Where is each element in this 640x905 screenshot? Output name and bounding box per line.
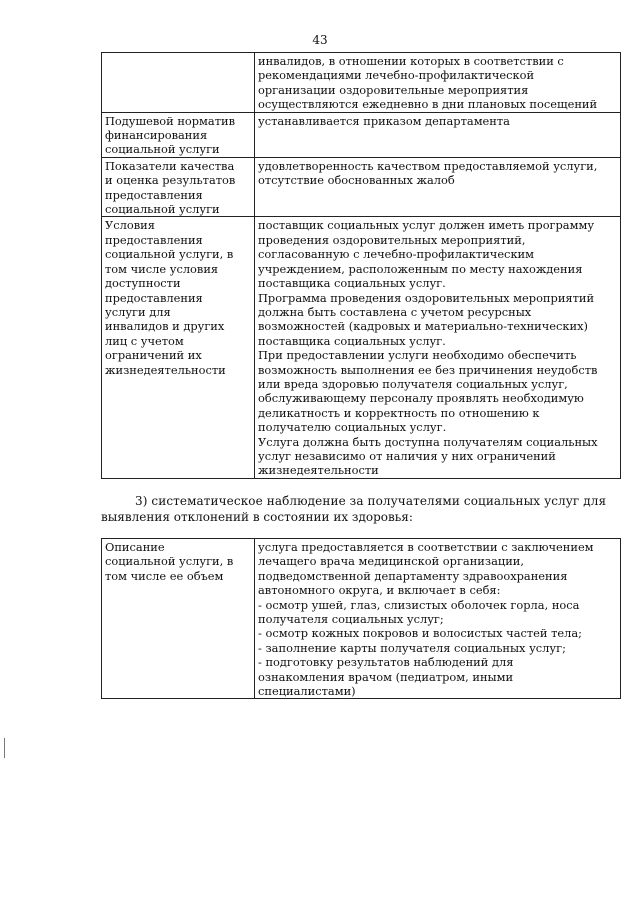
text-line: ознакомления врачом (педиатром, иными <box>258 669 514 684</box>
text-line: Программа проведения оздоровительных мероприятий <box>258 290 595 305</box>
table-body <box>102 539 621 699</box>
text-line: - осмотр кожных покровов и волосистых частей тела; <box>258 626 583 641</box>
label-cell <box>102 53 255 113</box>
text-line: услуга предоставляется в соответствии с заключением <box>258 540 594 554</box>
scan-artifact-line <box>4 738 5 758</box>
text-line: лиц с учетом <box>105 333 184 348</box>
section-paragraph <box>101 493 615 525</box>
label-cell <box>102 217 255 478</box>
text-line: поставщик социальных услуг должен иметь программу <box>258 218 595 233</box>
text-line: возможность выполнения ее без причинения неудобств <box>258 362 598 377</box>
text-line: финансирования <box>105 128 208 143</box>
text-line: Условия <box>105 218 155 233</box>
text-line: социальной услуги, в <box>105 247 234 262</box>
text-line: жизнедеятельности <box>105 362 226 377</box>
text-line: осуществляются ежедневно в дни плановых посещений <box>258 97 598 112</box>
text-line: ограничений их <box>105 348 202 363</box>
content-cell <box>255 217 621 478</box>
text-line: удовлетворенность качеством предоставляемой услуги, <box>258 158 598 173</box>
text-line: получателя социальных услуг; <box>258 612 444 627</box>
text-line: деликатность и корректность по отношению к <box>258 405 540 420</box>
text-line: поставщика социальных услуг. <box>258 276 446 291</box>
text-line: предоставления <box>105 187 203 202</box>
text-line: услуги для <box>105 304 171 319</box>
text-line: доступности <box>105 276 181 291</box>
text-line: поставщика социальных услуг. <box>258 333 446 348</box>
text-line: получателю социальных услуг. <box>258 420 447 435</box>
text-line: рекомендациями лечебно-профилактической <box>258 68 535 83</box>
text-line: Описание <box>105 540 165 554</box>
label-cell <box>102 539 255 699</box>
text-line: автономного округа, и включает в себя: <box>258 583 501 598</box>
content-cell <box>255 157 621 217</box>
table-row <box>102 53 621 113</box>
text-line: Подушевой норматив <box>105 113 236 128</box>
text-line: возможностей (кадровых и материально-технических) <box>258 319 589 334</box>
text-line: специалистами) <box>258 684 356 699</box>
text-line: Показатели качества <box>105 158 235 173</box>
text-line: - подготовку результатов наблюдений для <box>258 655 514 670</box>
table-row <box>102 217 621 478</box>
label-cell <box>102 157 255 217</box>
text-line: жизнедеятельности <box>258 463 379 478</box>
text-line: социальной услуги <box>105 202 220 217</box>
label-cell <box>102 112 255 157</box>
text-line: социальной услуги, в <box>105 554 234 569</box>
text-line: или вреда здоровью получателя социальных услуг, <box>258 376 568 391</box>
text-line: учреждением, расположенным по месту нахождения <box>258 261 583 276</box>
table-body <box>102 53 621 479</box>
text-line: инвалидов, в отношении которых в соответствии с <box>258 54 564 68</box>
table-row <box>102 112 621 157</box>
text-line: - заполнение карты получателя социальных услуг; <box>258 640 566 655</box>
text-line: отсутствие обоснованных жалоб <box>258 173 455 188</box>
text-line: предоставления <box>105 290 203 305</box>
text-line: услуг независимо от наличия у них ограничений <box>258 448 556 463</box>
text-line: лечащего врача медицинской организации, <box>258 554 525 569</box>
content-cell <box>255 539 621 699</box>
text-line: - осмотр ушей, глаз, слизистых оболочек горла, носа <box>258 597 580 612</box>
paragraph-line-1: 3) систематическое наблюдение за получателями социальных услуг для <box>135 494 607 508</box>
text-line: должна быть составлена с учетом ресурсных <box>258 304 532 319</box>
text-line: устанавливается приказом департамента <box>258 113 510 128</box>
text-line: Услуга должна быть доступна получателям социальных <box>258 434 598 449</box>
text-line: При предоставлении услуги необходимо обеспечить <box>258 348 577 363</box>
text-line: том числе условия <box>105 261 219 276</box>
text-line: обслуживающему персоналу проявлять необходимую <box>258 391 584 406</box>
text-line: и оценка результатов <box>105 173 236 188</box>
text-line: предоставления <box>105 232 203 247</box>
text-line: согласованную с лечебно-профилактическим <box>258 247 535 262</box>
content-cell <box>255 112 621 157</box>
table-row <box>102 157 621 217</box>
text-line: организации оздоровительные мероприятия <box>258 82 529 97</box>
page-number: 43 <box>312 33 328 47</box>
content-cell <box>255 53 621 113</box>
text-line: подведомственной департаменту здравоохранения <box>258 568 568 583</box>
table-row <box>102 539 621 699</box>
text-line: социальной услуги <box>105 142 220 157</box>
text-line: проведения оздоровительных мероприятий, <box>258 232 526 247</box>
paragraph-line-2: выявления отклонений в состоянии их здоровья: <box>101 510 413 524</box>
service-standard-table <box>101 52 621 479</box>
text-line: инвалидов и других <box>105 319 225 334</box>
service-description-table <box>101 538 621 699</box>
text-line: том числе ее объем <box>105 568 224 583</box>
